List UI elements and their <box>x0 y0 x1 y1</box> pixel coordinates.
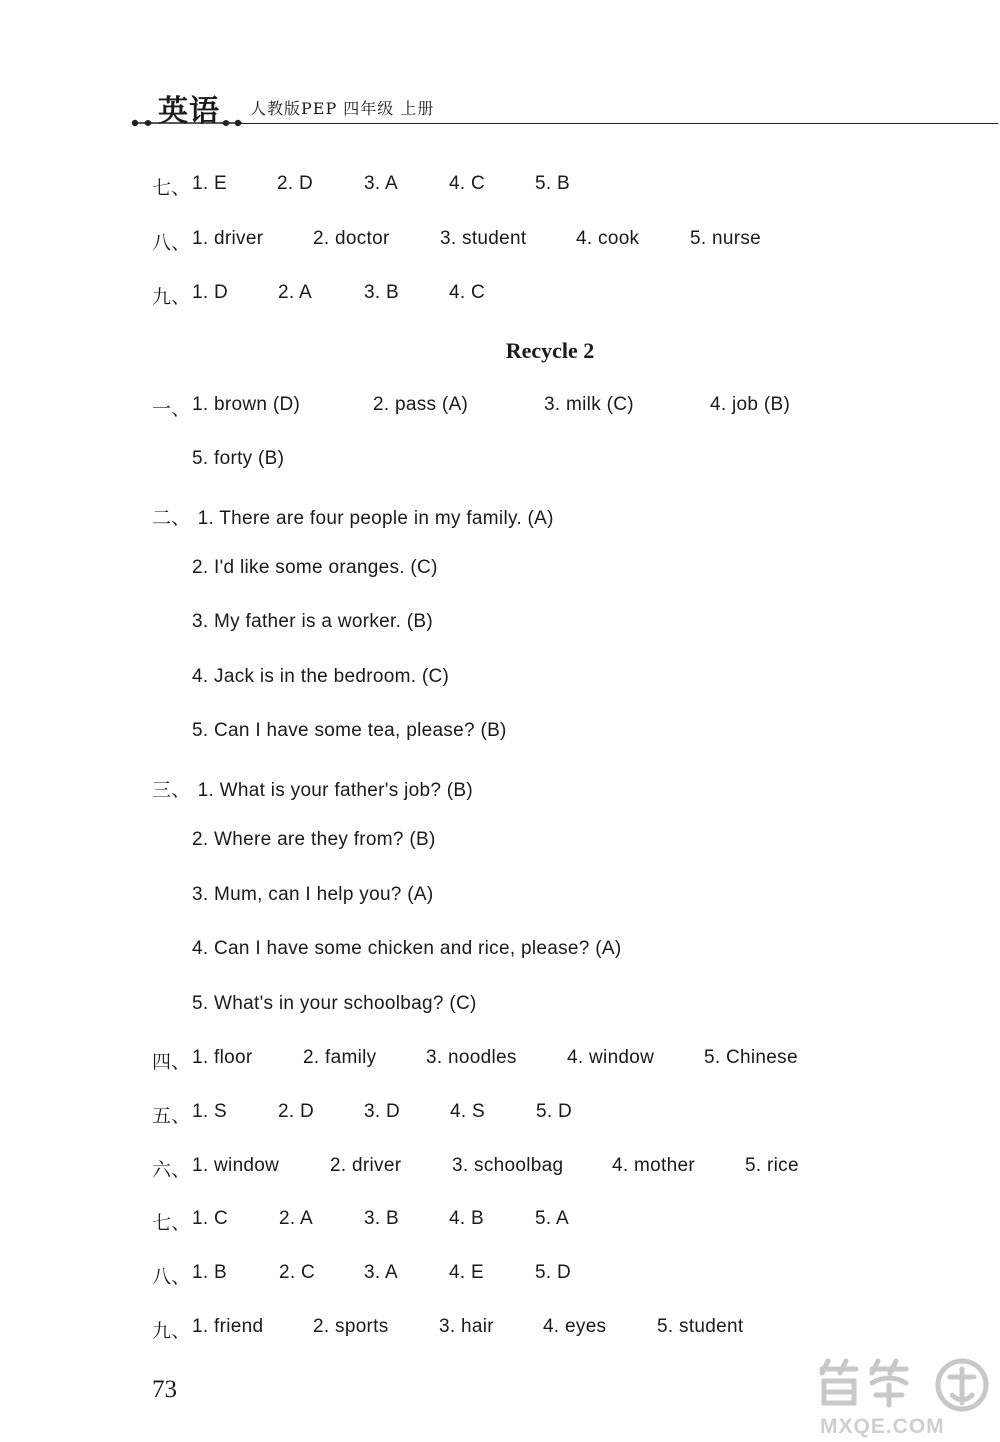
header-rule <box>235 123 998 124</box>
question-number: 九、 <box>152 287 191 308</box>
answer: 1. brown (D) <box>192 394 301 415</box>
answer: 5. student <box>657 1316 744 1337</box>
answer-row-1 <box>152 394 791 421</box>
answer: 2. sports <box>313 1316 389 1337</box>
answer-line: 3. Mum, can I help you? (A) <box>192 884 434 905</box>
answer: 4. cook <box>576 228 640 249</box>
answer: 3. B <box>364 1208 399 1229</box>
answer: 1. C <box>192 1208 229 1229</box>
answer-line: 4. Jack is in the bedroom. (C) <box>192 666 450 687</box>
answer-line: 2. I'd like some oranges. (C) <box>192 557 438 578</box>
answer: 4. window <box>567 1047 655 1068</box>
answer-row-9b <box>152 1316 744 1343</box>
answer: 3. A <box>364 1262 398 1283</box>
answer: 4. C <box>449 282 486 303</box>
answer: 5. B <box>535 173 570 194</box>
answer-row-8b <box>152 1262 572 1289</box>
answer: 2. A <box>279 1208 313 1229</box>
answer-line: 2. Where are they from? (B) <box>192 829 436 850</box>
answer-row-3 <box>152 775 473 802</box>
answer: 3. hair <box>439 1316 494 1337</box>
answer: 2. D <box>278 1101 315 1122</box>
answer: 1. friend <box>192 1316 264 1337</box>
answer-row-5 <box>152 1101 573 1128</box>
answer: 5. forty (B) <box>192 448 285 469</box>
answer: 2. A <box>278 282 312 303</box>
answer-row-4 <box>152 1047 798 1074</box>
section-title: Recycle 2 <box>505 338 595 363</box>
question-number: 七、 <box>152 1213 191 1234</box>
answer: 2. family <box>303 1047 377 1068</box>
watermark-logo-icon <box>812 1355 997 1440</box>
answer: 3. B <box>364 282 399 303</box>
answer: 5. D <box>536 1101 573 1122</box>
answer: 5. nurse <box>690 228 762 249</box>
question-number: 三、 <box>152 780 191 801</box>
question-number: 七、 <box>152 178 191 199</box>
answer-row-2 <box>152 503 554 530</box>
answer: 2. pass (A) <box>373 394 469 415</box>
answer: 2. doctor <box>313 228 390 249</box>
answer-line: 1. What is your father's job? (B) <box>197 780 474 801</box>
page-header <box>130 86 998 131</box>
answer: 1. E <box>192 173 227 194</box>
answer: 4. S <box>450 1101 485 1122</box>
answer-line: 3. My father is a worker. (B) <box>192 611 433 632</box>
answer: 3. schoolbag <box>452 1155 564 1176</box>
answer: 5. A <box>535 1208 569 1229</box>
answer-line: 5. What's in your schoolbag? (C) <box>192 993 477 1014</box>
question-number: 一、 <box>152 399 191 420</box>
answer: 3. student <box>440 228 527 249</box>
question-number: 四、 <box>152 1052 191 1073</box>
question-number: 九、 <box>152 1321 191 1342</box>
answer: 3. A <box>364 173 398 194</box>
answer: 1. D <box>192 282 229 303</box>
answer: 4. B <box>449 1208 484 1229</box>
answer-line: 1. There are four people in my family. (A) <box>197 508 554 529</box>
answer: 3. D <box>364 1101 401 1122</box>
question-number: 八、 <box>152 1267 191 1288</box>
answer: 5. rice <box>745 1155 799 1176</box>
answer: 2. driver <box>330 1155 402 1176</box>
answer: 4. job (B) <box>710 394 791 415</box>
answer: 5. D <box>535 1262 572 1283</box>
answer-row-8 <box>152 228 762 255</box>
answer: 2. C <box>279 1262 316 1283</box>
answer-row-7b <box>152 1208 569 1235</box>
answer-row-7 <box>152 173 570 200</box>
page-number: 73 <box>152 1376 177 1403</box>
answer: 1. S <box>192 1101 227 1122</box>
answer: 1. driver <box>192 228 264 249</box>
ornament-icon <box>130 115 250 131</box>
answer: 4. eyes <box>543 1316 607 1337</box>
answer: 5. Chinese <box>704 1047 798 1068</box>
answer: 4. C <box>449 173 486 194</box>
subject-title: 英语 <box>158 94 220 129</box>
answer-row-1b <box>192 448 284 470</box>
edition-label: 人教版PEP 四年级 上册 <box>250 99 435 118</box>
answer-line: 4. Can I have some chicken and rice, please? (A) <box>192 938 622 959</box>
answer: 4. mother <box>612 1155 695 1176</box>
answer: 3. milk (C) <box>544 394 634 415</box>
question-number: 五、 <box>152 1106 191 1127</box>
answer-row-6 <box>152 1155 799 1182</box>
answer: 1. window <box>192 1155 280 1176</box>
answer: 4. E <box>449 1262 484 1283</box>
answer-line: 5. Can I have some tea, please? (B) <box>192 720 507 741</box>
answer: 3. noodles <box>426 1047 517 1068</box>
answer-row-9 <box>152 282 486 309</box>
answer: 1. B <box>192 1262 227 1283</box>
answer: 1. floor <box>192 1047 253 1068</box>
question-number: 六、 <box>152 1160 191 1181</box>
answer: 2. D <box>277 173 314 194</box>
svg-text:MXQE.COM: MXQE.COM <box>820 1415 945 1438</box>
question-number: 二、 <box>152 508 191 529</box>
question-number: 八、 <box>152 233 191 254</box>
